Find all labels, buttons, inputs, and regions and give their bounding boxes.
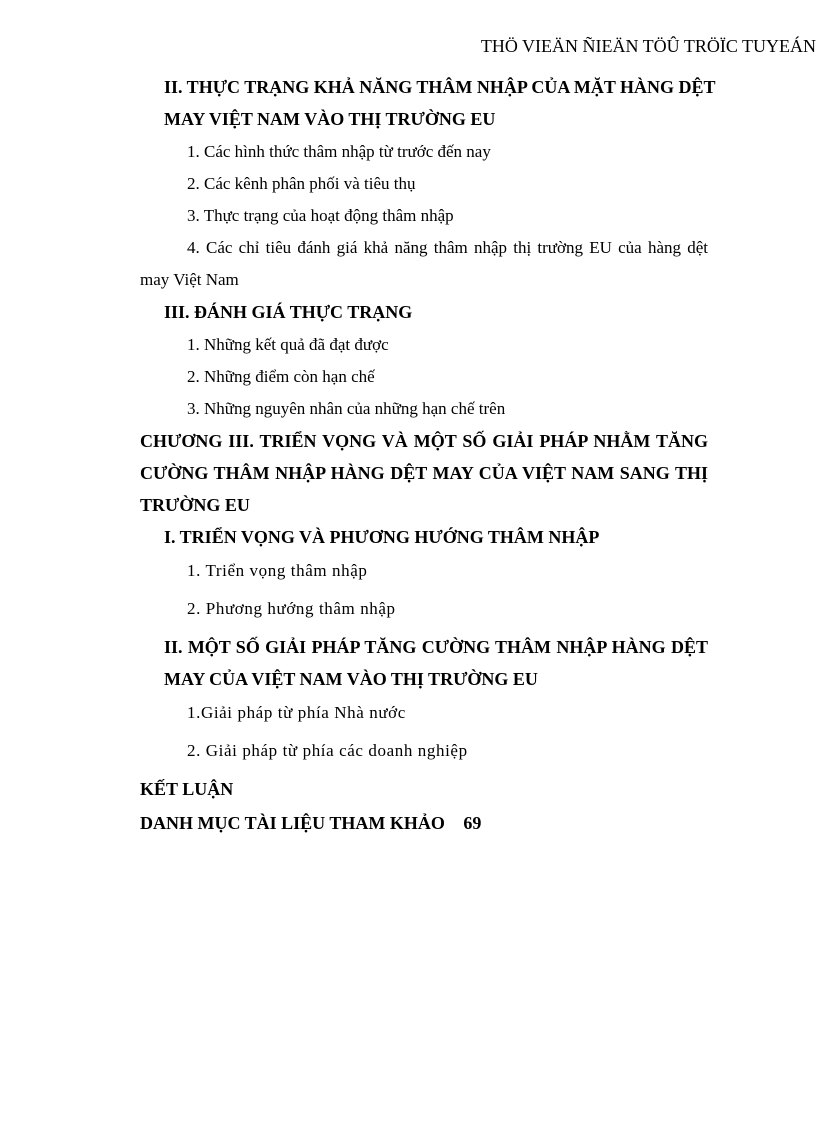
toc-item-continuation: may Việt Nam	[140, 270, 239, 289]
section-3-title: III. ĐÁNH GIÁ THỰC TRẠNG	[164, 302, 413, 322]
toc-item: 1. Triển vọng thâm nhập	[187, 561, 368, 580]
toc-item: 3. Những nguyên nhân của những hạn chế trên	[187, 399, 506, 418]
section-2-title-line-2: MAY VIỆT NAM VÀO THỊ TRƯỜNG EU	[164, 109, 496, 129]
toc-item: 2. Giải pháp từ phía các doanh nghiệp	[187, 741, 468, 760]
toc-item: 2. Các kênh phân phối và tiêu thụ	[187, 174, 416, 193]
chapter-3-section-2-title-line-2: MAY CỦA VIỆT NAM VÀO THỊ TRƯỜNG EU	[164, 669, 538, 689]
page-header: THÖ VIEÄN ÑIEÄN TÖÛ TRÖÏC TUYEÁN	[480, 36, 816, 56]
chapter-3-title-line-1: CHƯƠNG III. TRIỂN VỌNG VÀ MỘT SỐ GIẢI PHÁP NHẰM TĂNG	[140, 431, 708, 451]
references-entry	[140, 813, 481, 834]
chapter-3-section-2-title-line-1: II. MỘT SỐ GIẢI PHÁP TĂNG CƯỜNG THÂM NHẬP HÀNG DỆT	[164, 637, 708, 657]
toc-item: 1.Giải pháp từ phía Nhà nước	[187, 703, 406, 722]
toc-item: 4. Các chỉ tiêu đánh giá khả năng thâm nhập thị trường EU của hàng dệt	[187, 238, 708, 257]
toc-item: 2. Những điểm còn hạn chế	[187, 367, 375, 386]
chapter-3-title-line-2: CƯỜNG THÂM NHẬP HÀNG DỆT MAY CỦA VIỆT NAM SANG THỊ	[140, 463, 708, 483]
conclusion-heading: KẾT LUẬN	[140, 779, 234, 799]
toc-item: 2. Phương hướng thâm nhập	[187, 599, 396, 618]
section-2-title-line-1: II. THỰC TRẠNG KHẢ NĂNG THÂM NHẬP CỦA MẶT HÀNG DỆT	[164, 77, 716, 97]
chapter-3-section-1-title: I. TRIỂN VỌNG VÀ PHƯƠNG HƯỚNG THÂM NHẬP	[164, 527, 600, 547]
toc-item: 3. Thực trạng của hoạt động thâm nhập	[187, 206, 454, 225]
references-heading: DANH MỤC TÀI LIỆU THAM KHẢO	[140, 813, 445, 833]
references-page-number: 69	[463, 813, 482, 833]
toc-item: 1. Những kết quả đã đạt được	[187, 335, 389, 354]
toc-item: 1. Các hình thức thâm nhập từ trước đến nay	[187, 142, 491, 161]
chapter-3-title-line-3: TRƯỜNG EU	[140, 495, 250, 515]
